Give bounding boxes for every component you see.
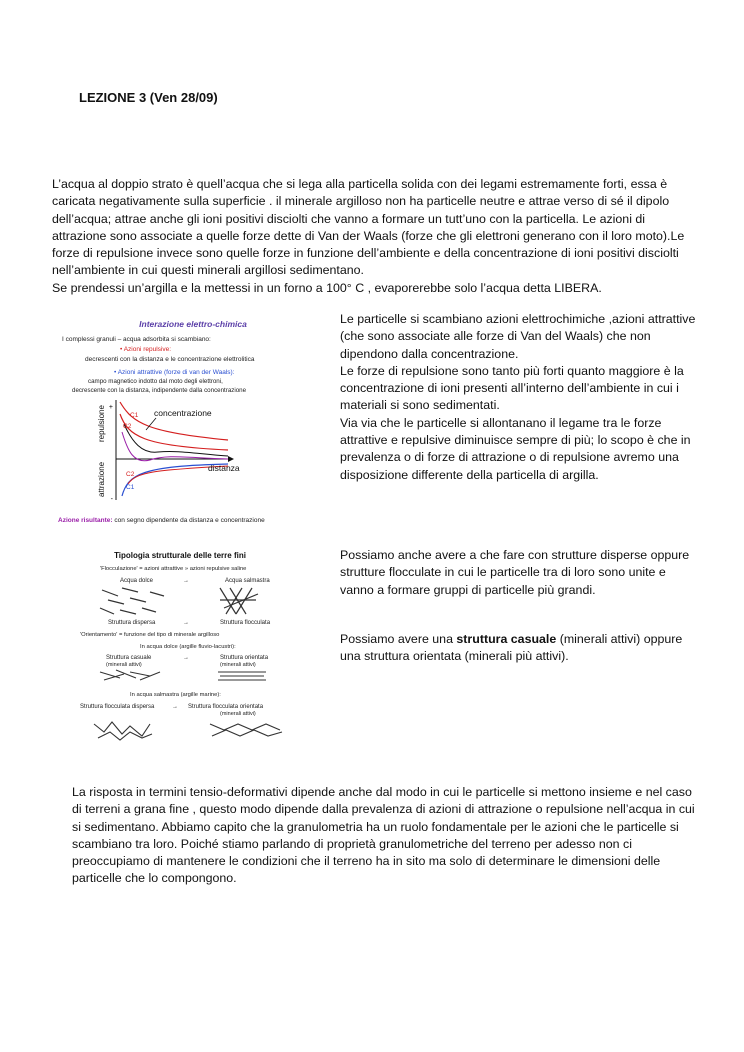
text-run: Possiamo avere una (340, 632, 457, 646)
paragraph-line: strutture flocculate in cui le particelle tra di loro sono unite e (340, 565, 666, 580)
paragraph-line: (che sono associate alle forze di Van del Waals) che non (340, 329, 651, 344)
figure-text: In acqua dolce (argille fluvio-lacustri): (140, 644, 236, 650)
figure-label: Struttura casuale (106, 655, 152, 661)
paragraph-line: di terreni a grana fine , questo modo dipende dalla prevalenza di azioni di attrazione o repulsione nell’acqua in cui (72, 802, 695, 817)
paragraph-line: Possiamo anche avere a che fare con strutture disperse oppure (340, 548, 690, 562)
paragraph-line: Via via che le particelle si allontanano il legame tra le forze (340, 415, 662, 430)
paragraph-line: una struttura orientata (minerali più attivi). (340, 649, 569, 664)
result-curve (124, 424, 228, 456)
paragraph-line: L’acqua al doppio strato è quell’acqua che si lega alla particella solida con dei legami estremamente forti, essa è (52, 177, 668, 191)
result-caption (58, 517, 265, 524)
paragraph-line: materiali si sono sedimentati. (340, 398, 500, 413)
paragraph-line: nell’ambiente in cui questi minerali argillosi sedimentano. (52, 263, 364, 278)
paragraph-line: disposizione differente della particella di argilla. (340, 467, 599, 482)
plus-sign: + (108, 404, 113, 411)
paragraph-line: Se prendessi un’argilla e la mettessi in un forno a 100° C , evaporerebbe solo l’acqua detta LIBERA. (52, 280, 602, 295)
concentration-label: concentrazione (154, 408, 212, 418)
figure-label: Struttura flocculata dispersa (80, 704, 155, 710)
figure-text: decrescenti con la distanza e le concentrazione elettrolitica (85, 356, 255, 363)
paragraph-line: caricata negativamente sulla superficie . il minerale argilloso non ha particelle neutre e attrae verso di sé il dipolo (52, 194, 670, 209)
bold-term-random-structure: struttura casuale (456, 632, 557, 646)
paragraph-double-layer-water (52, 176, 702, 297)
page-title: LEZIONE 3 (Ven 28/09) (79, 90, 218, 105)
curve-label-c1: C1 (130, 412, 139, 419)
dispersed-structure-sketch (100, 588, 164, 614)
curve-label-c1: C1 (126, 484, 135, 491)
paragraph-line: La risposta in termini tensio-deformativi dipende anche dal modo in cui le particelle si mettono insieme e nel caso (72, 785, 692, 799)
figure-text: decrescente con la distanza, indipendente dalla concentrazione (72, 387, 247, 394)
figure-text: campo magnetico indotto dal moto degli elettroni, (88, 378, 223, 385)
paragraph-line: si sedimentano. Abbiamo capito che la granulometria ha un ruolo fondamentale per le azioni che le particelle si (72, 819, 679, 834)
figure-text-repulsive: • Azioni repulsive: (120, 346, 172, 353)
paragraph-stress-strain-response (72, 784, 712, 888)
arrow-glyph: → (172, 704, 178, 710)
figure-text: 'Orientamento' = funzione del tipo di minerale argilloso (80, 632, 220, 638)
paragraph-line: scambiano tra loro. Poiché stiamo parlando di proprietà granulometriche del terreno per adesso non ci (72, 836, 632, 851)
paragraph-line: Le particelle si scambiano azioni elettrochimiche ,azioni attrattive (340, 312, 696, 326)
paragraph-line: concentrazione di ioni presenti all’interno dell’ambiente in cui i (340, 381, 679, 396)
paragraph-line: forze di repulsione invece sono quelle forze in funzione dell’ambiente e della concentrazione di ioni positivi disciolti (52, 246, 679, 261)
paragraph-line: preoccupiamo di mantenere le condizioni che il terreno ha in sito ma solo di determinare le dimensioni delle (72, 854, 661, 869)
flocculated-oriented-sketch (210, 724, 282, 736)
electrochemical-interaction-figure (58, 314, 328, 530)
random-structure-sketch (100, 670, 160, 680)
figure-label: Struttura flocculata orientata (188, 704, 264, 710)
x-label-distance: distanza (208, 463, 240, 473)
result-caption-label: Azione risultante: (58, 517, 113, 524)
figure-label: (minerali attivi) (220, 711, 256, 717)
paragraph-dispersed-flocculated (340, 547, 715, 599)
figure-text: In acqua salmastra (argille marine): (130, 692, 221, 698)
arrow-glyph: → (183, 578, 189, 584)
figure-title: Tipologia strutturale delle terre fini (114, 551, 246, 560)
y-label-repulsion: repulsione (97, 405, 106, 442)
curve-label-c2: C2 (123, 423, 132, 430)
figure-text: 'Flocculazione' = azioni attrattive » azioni repulsive saline (100, 566, 247, 572)
paragraph-line: attrattive e repulsive diminuisce sempre di più; lo scopo è che in (340, 433, 691, 448)
x-axis-arrow (228, 456, 234, 462)
figure-label: Struttura dispersa (108, 620, 156, 626)
paragraph-line: Le forze di repulsione sono tanto più forti quanto maggiore è la (340, 363, 684, 378)
paragraph-line: prevalenza o di forze di attrazione o di repulsione avremo una (340, 450, 679, 465)
figure-title: Interazione elettro-chimica (139, 319, 247, 329)
minus-sign: - (110, 496, 113, 503)
soil-structure-figure (80, 548, 325, 748)
figure-label: (minerali attivi) (220, 662, 256, 668)
arrow-glyph: → (183, 655, 189, 661)
paragraph-line: dell’acqua; attrae anche gli ioni positivi disciolti che vanno a formare un tutt’uno con la particella. Le azioni di (52, 211, 646, 226)
figure-label: (minerali attivi) (106, 662, 142, 668)
text-run: (minerali attivi) oppure (556, 632, 683, 646)
figure-text-attractive: • Azioni attrattive (forze di van der Waals): (114, 369, 235, 376)
paragraph-electrochemical-actions (340, 311, 715, 484)
flocculated-dispersed-sketch (94, 722, 152, 740)
paragraph-line: particelle che lo compongono. (72, 871, 237, 886)
flocculated-structure-sketch (220, 588, 258, 614)
paragraph-line (340, 631, 715, 648)
figure-label: Acqua dolce (120, 578, 154, 584)
figure-text: I complessi granuli – acqua adsorbita si scambiano: (62, 336, 211, 343)
curve-label-c2: C2 (126, 471, 135, 478)
paragraph-random-oriented-structure (340, 631, 715, 666)
oriented-structure-sketch (218, 672, 266, 680)
y-label-attraction: attrazione (97, 461, 106, 497)
figure-label: Acqua salmastra (225, 578, 270, 584)
figure-label: Struttura orientata (220, 655, 269, 661)
figure-label: Struttura flocculata (220, 620, 271, 626)
paragraph-line: dipendono dalla concentrazione. (340, 346, 519, 361)
result-caption-text: con segno dipendente da distanza e concentrazione (112, 517, 265, 524)
paragraph-line: vanno a formare gruppi di particelle più grandi. (340, 582, 596, 597)
paragraph-line: attrazione sono associate a quelle forze dette di Van der Waals (forze che gli elettroni generano con il loro moto).Le (52, 228, 685, 243)
arrow-glyph: → (183, 620, 189, 626)
